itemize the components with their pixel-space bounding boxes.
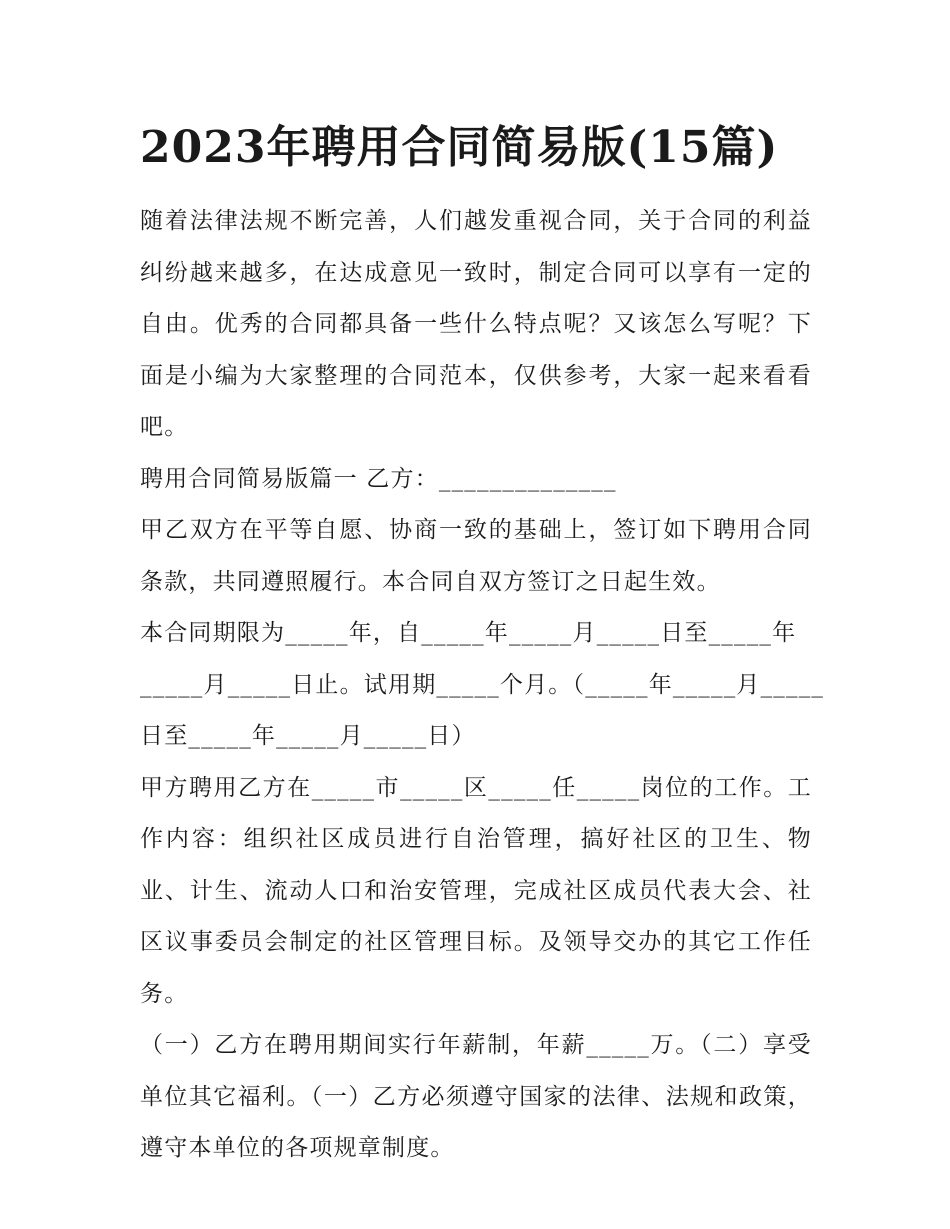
salary-paragraph: （一）乙方在聘用期间实行年薪制，年薪_____万。（二）享受单位其它福利。（一）乙方必须遵守国家的法律、法规和政策，遵守本单位的各项规章制度。 — [140, 1032, 812, 1161]
term-line-2: _____月_____日止。试用期_____个月。（_____年_____月_____ — [140, 671, 825, 698]
section-heading: 聘用合同简易版篇一 乙方：______________ — [140, 465, 617, 492]
duties-paragraph: 甲方聘用乙方在_____市_____区_____任_____岗位的工作。工作内容：组织社区成员进行自治管理，搞好社区的卫生、物业、计生、流动人口和治安管理，完成社区成员代表大会、社区议事委员会制定的社区管理目标。及领导交办的其它工作任务。 — [140, 774, 812, 1007]
document-title: 2023年聘用合同简易版(15篇) — [140, 122, 779, 173]
term-line-1: 本合同期限为_____年，自_____年_____月_____日至_____年 — [140, 620, 797, 646]
intro-paragraph: 随着法律法规不断完善，人们越发重视合同，关于合同的利益纠纷越来越多，在达成意见一致时，制定合同可以享有一定的自由。优秀的合同都具备一些什么特点呢？又该怎么写呢？下面是小编为大家整理的合同范本，仅供参考，大家一起来看看吧。 — [140, 208, 812, 440]
agreement-paragraph: 甲乙双方在平等自愿、协商一致的基础上，签订如下聘用合同条款，共同遵照履行。本合同自双方签订之日起生效。 — [140, 517, 812, 595]
document-body — [140, 196, 825, 1175]
term-line-3: 日至_____年_____月_____日） — [140, 723, 476, 749]
